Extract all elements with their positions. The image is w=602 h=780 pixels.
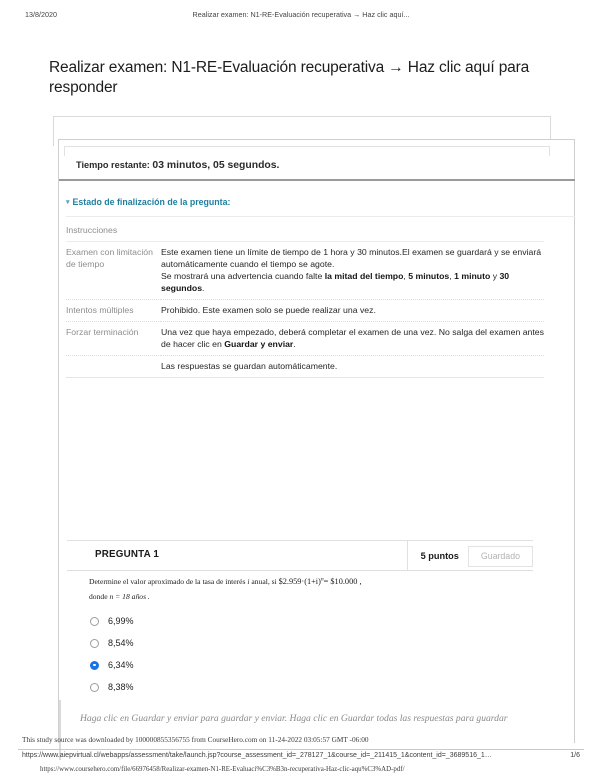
instructions-table bbox=[66, 222, 544, 378]
answer-option-label: 8,54% bbox=[108, 638, 134, 648]
prompt-formula-tail: = $10.000 , bbox=[323, 577, 362, 586]
question-title: PREGUNTA 1 bbox=[95, 549, 160, 560]
prompt-mid: anual, si bbox=[251, 577, 277, 586]
bottom-note-rule bbox=[59, 700, 61, 760]
instruction-value: Prohibido. Este examen solo se puede realizar una vez. bbox=[161, 300, 544, 322]
answer-option-label: 6,99% bbox=[108, 616, 134, 626]
radio-icon[interactable] bbox=[90, 639, 99, 648]
coursehero-source-url: https://www.coursehero.com/file/66976458/Realizar-examen-N1-RE-Evaluaci%C3%B3n-recuperativa-Haz-clic-aqu%C3%AD-pdf/ bbox=[40, 766, 405, 773]
instruction-value bbox=[161, 242, 544, 300]
question-header-underline bbox=[67, 570, 533, 571]
print-footer bbox=[0, 752, 602, 766]
prompt-formula: $2.959·(1+i) bbox=[278, 577, 321, 586]
radio-icon[interactable] bbox=[90, 617, 99, 626]
answer-options bbox=[90, 610, 390, 698]
prompt-formula-exponent: n bbox=[320, 576, 324, 583]
instruction-key bbox=[66, 356, 161, 378]
answer-option-1[interactable] bbox=[90, 610, 390, 632]
answer-option-label: 8,38% bbox=[108, 682, 134, 692]
instruction-line: Este examen tiene un límite de tiempo de 1 hora y 30 minutos.El examen se guardará y se enviará automáticamente cuando el tiempo se agote. bbox=[161, 247, 542, 269]
footer-divider bbox=[18, 749, 584, 750]
prompt-prefix: Determine el valor aproximado de la tasa de interés bbox=[89, 577, 246, 586]
page-title: Realizar examen: N1-RE-Evaluación recuperativa → Haz clic aquí para responder bbox=[49, 59, 530, 97]
question-prompt bbox=[89, 574, 509, 604]
prompt-n-value: n = 18 años . bbox=[109, 591, 150, 601]
chevron-down-icon: ▾ bbox=[66, 199, 70, 206]
instruction-value: Una vez que haya empezado, deberá completar el examen de una vez. No salga del examen antes de hacer clic en Guardar y enviar. bbox=[161, 322, 544, 356]
question-completion-status-label: Estado de finalización de la pregunta: bbox=[72, 197, 231, 207]
print-header-title: Realizar examen: N1-RE-Evaluación recuperativa → Haz clic aquí... bbox=[192, 10, 410, 19]
instruction-key: Intentos múltiples bbox=[66, 300, 161, 322]
remaining-time-value: 03 minutos, 05 segundos. bbox=[152, 160, 280, 171]
answer-option-label: 6,34% bbox=[108, 660, 134, 670]
table-row bbox=[66, 222, 544, 242]
bottom-note: Haga clic en Guardar y enviar para guardar y enviar. Haga clic en Guardar todas las respuestas para guardar bbox=[80, 713, 508, 724]
radio-icon[interactable] bbox=[90, 683, 99, 692]
remaining-time-label: Tiempo restante: bbox=[76, 160, 150, 170]
saved-button[interactable]: Guardado bbox=[468, 546, 533, 567]
print-footer-url: https://www.aiepvirtual.cl/webapps/assessment/take/launch.jsp?course_assessment_id=_278127_1&course_id=_211415_1&content_id=_3689516_1… bbox=[22, 752, 492, 759]
print-header bbox=[0, 10, 602, 24]
question-points: 5 puntos bbox=[420, 551, 459, 561]
radio-icon-selected[interactable] bbox=[90, 661, 99, 670]
coursehero-watermark: This study source was downloaded by 100000855356755 from CourseHero.com on 11-24-2022 03:05:57 GMT -06:00 bbox=[22, 735, 369, 744]
instruction-key: Examen con limitación de tiempo bbox=[66, 242, 161, 300]
table-row bbox=[66, 322, 544, 356]
print-date: 13/8/2020 bbox=[25, 10, 57, 19]
instructions-heading: Instrucciones bbox=[66, 222, 544, 242]
prompt-where: donde bbox=[89, 591, 108, 601]
inner-panel bbox=[64, 146, 550, 156]
question-header bbox=[67, 541, 533, 571]
instruction-value: Las respuestas se guardan automáticamente. bbox=[161, 356, 544, 378]
answer-option-4[interactable] bbox=[90, 676, 390, 698]
table-row bbox=[66, 300, 544, 322]
instruction-line: Se mostrará una advertencia cuando falte la mitad del tiempo, 5 minutos, 1 minuto y 30 segundos. bbox=[161, 271, 510, 293]
prompt-variable-i: i bbox=[247, 577, 250, 586]
remaining-time-bar bbox=[59, 160, 575, 181]
question-meta bbox=[407, 541, 533, 571]
print-footer-page: 1/6 bbox=[570, 752, 580, 759]
table-row bbox=[66, 356, 544, 378]
answer-option-3[interactable] bbox=[90, 654, 390, 676]
instruction-key: Forzar terminación bbox=[66, 322, 161, 356]
table-row bbox=[66, 242, 544, 300]
answer-option-2[interactable] bbox=[90, 632, 390, 654]
question-completion-status-toggle[interactable] bbox=[66, 197, 575, 217]
